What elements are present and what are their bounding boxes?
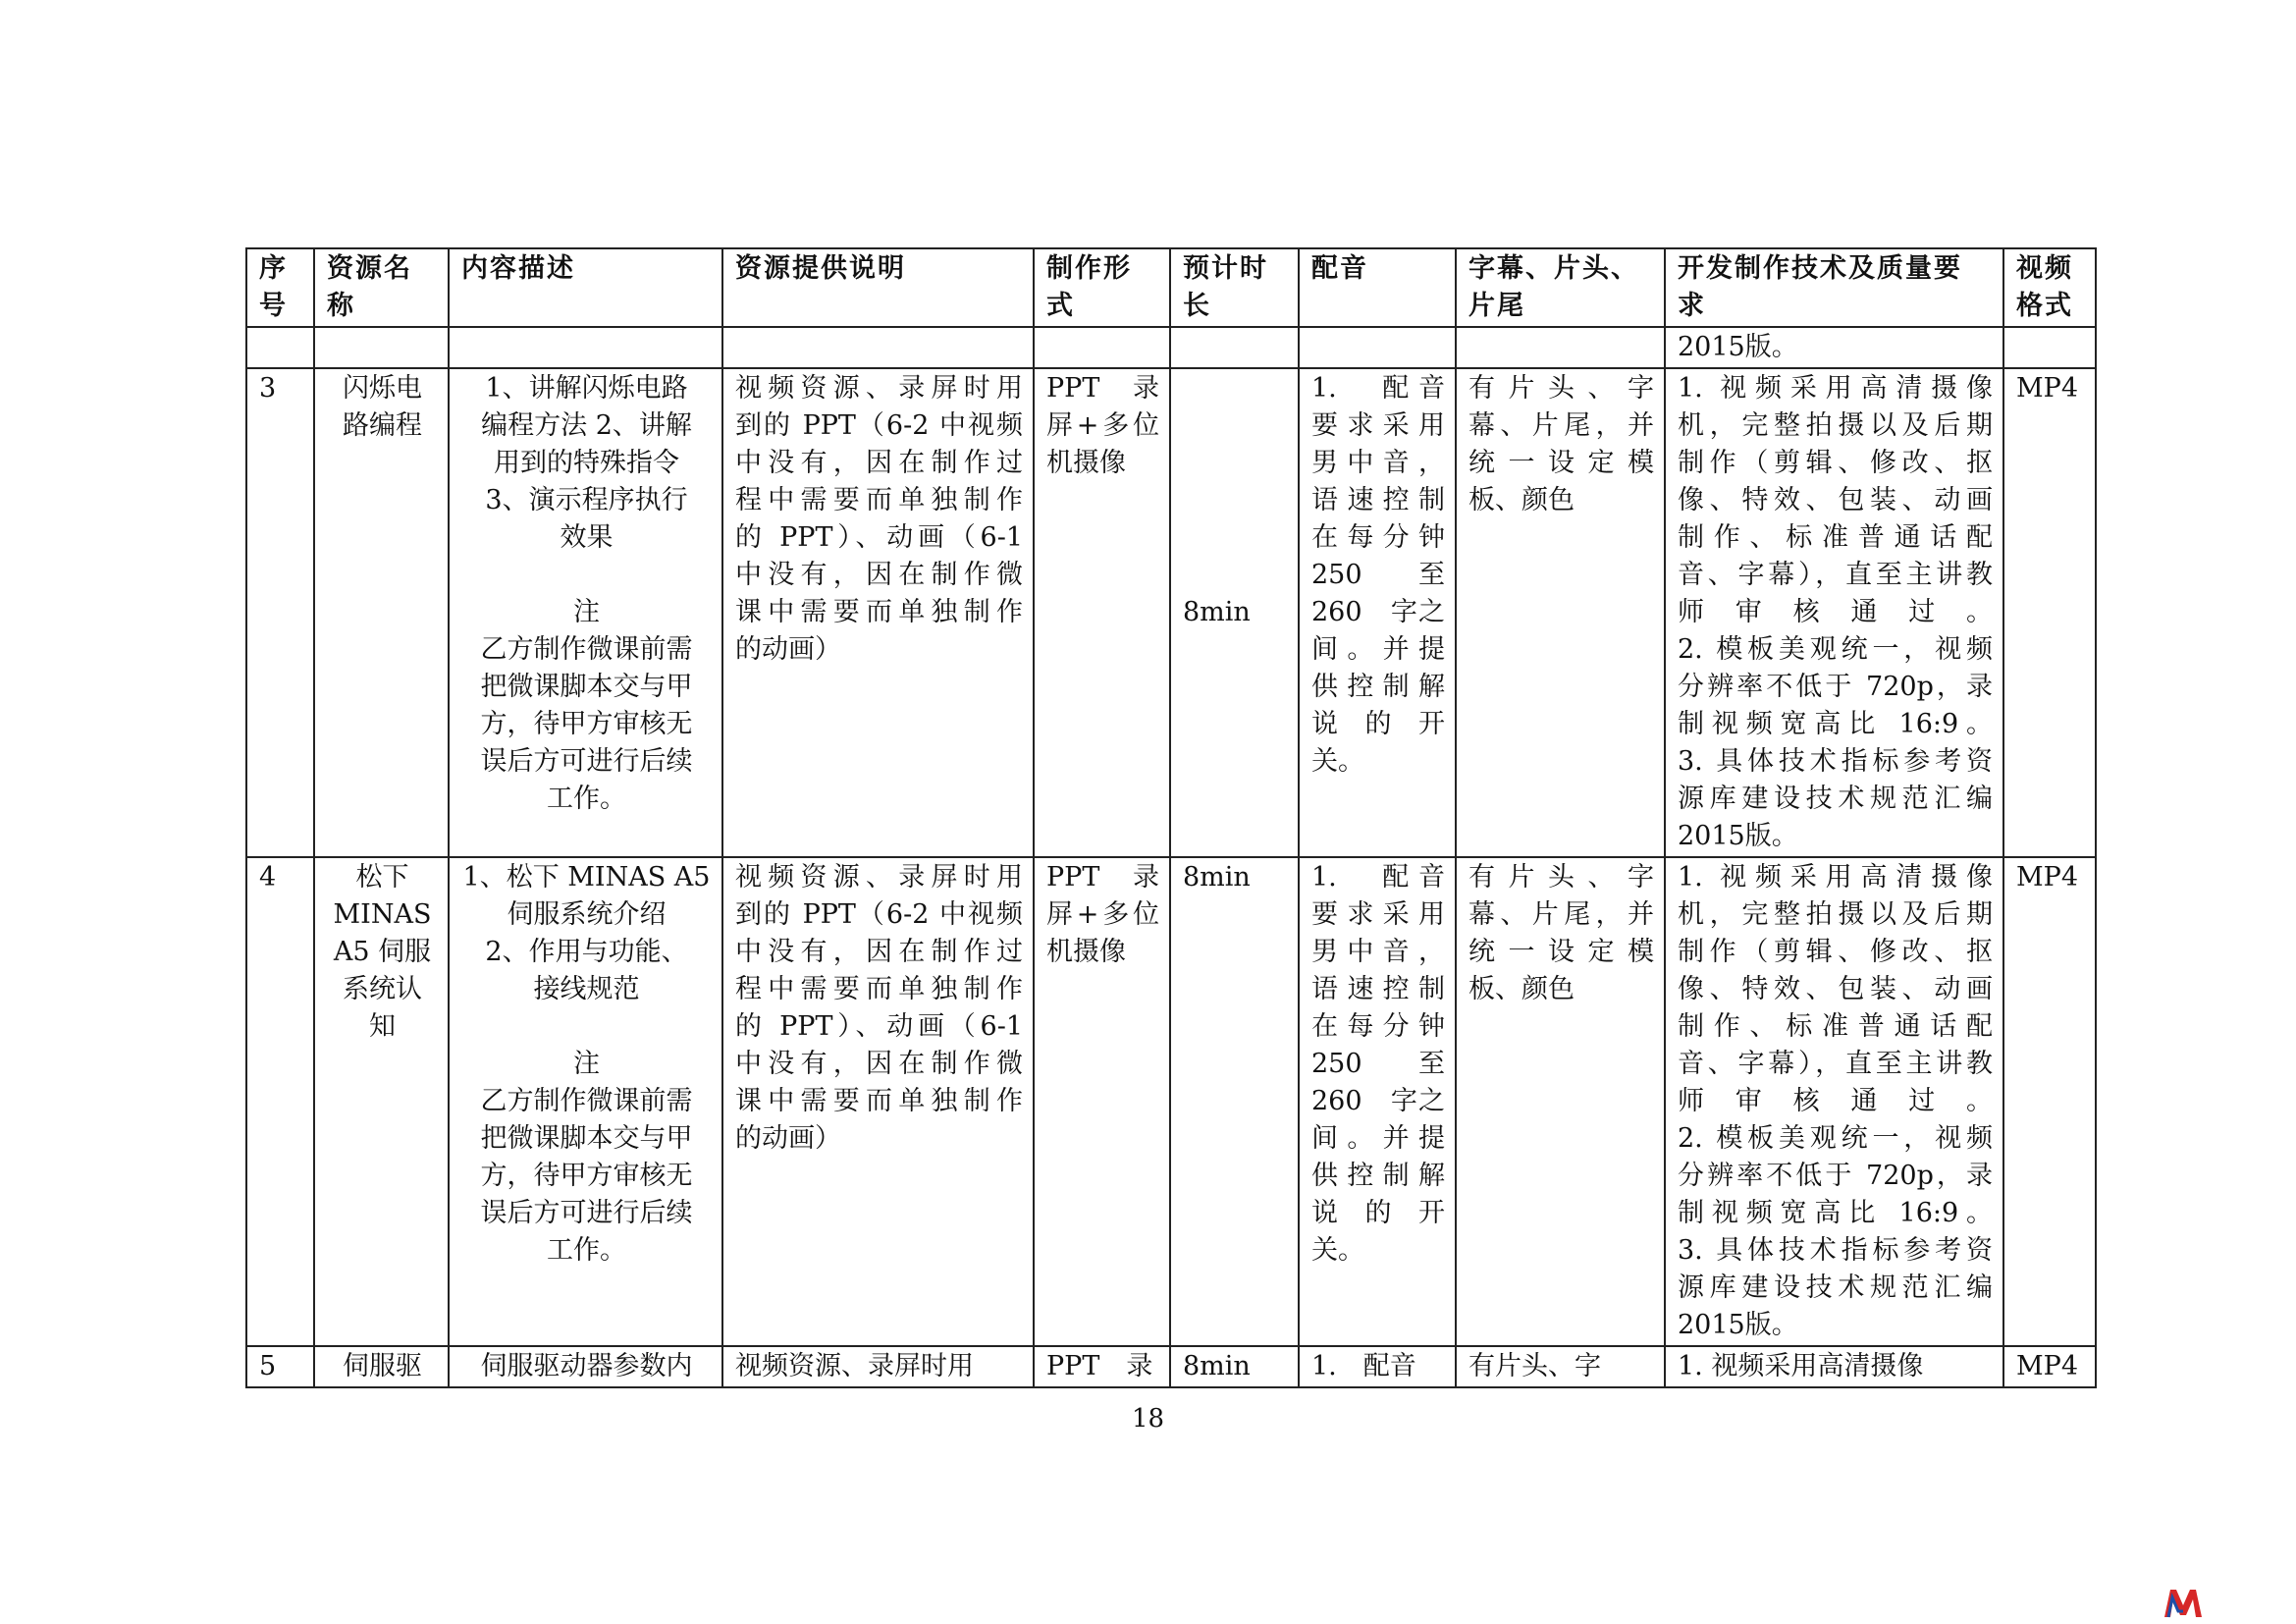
cell-name bbox=[314, 1346, 449, 1387]
cell-content bbox=[449, 857, 722, 1346]
cell-line: 的 PPT）、动画（6-1 bbox=[735, 1011, 1023, 1042]
cell-line: 说 的 开 bbox=[1311, 1198, 1445, 1228]
table-cell bbox=[1299, 327, 1456, 368]
cell-line: 说 的 开 bbox=[1311, 709, 1445, 739]
cell-duration: 8min bbox=[1170, 368, 1299, 857]
cell-line: 1. 视频采用高清摄像 bbox=[1678, 862, 1993, 893]
cell-line: 格式 bbox=[2016, 291, 2073, 321]
cell-line: 制作（剪辑、修改、抠 bbox=[1678, 448, 1993, 478]
cell-line: 关。 bbox=[1311, 1235, 1364, 1266]
cell-resource bbox=[722, 368, 1034, 857]
cell-line: 中没有，因在制作过 bbox=[735, 937, 1023, 967]
cell-line: 音、字幕），直至主讲教 bbox=[1678, 560, 1993, 590]
table-row-continued bbox=[246, 327, 2096, 368]
table-cell: 2015版。 bbox=[1665, 327, 2003, 368]
cell-line: 1. 配音 bbox=[1311, 1351, 1416, 1381]
cell-line: 260 字之 bbox=[1311, 1086, 1445, 1116]
cell-line: 资源提供说明 bbox=[735, 253, 906, 284]
cell-line: 机摄像 bbox=[1046, 937, 1126, 967]
cell-line: 用到的特殊指令 bbox=[494, 448, 679, 478]
cell-line: PPT 录 bbox=[1046, 373, 1159, 404]
cell-line: 到的 PPT（6-2 中视频 bbox=[735, 410, 1023, 441]
cell-requirements bbox=[1665, 1346, 2003, 1387]
cell-name bbox=[314, 857, 449, 1346]
cell-line: 制作形 bbox=[1046, 253, 1132, 284]
table-row bbox=[246, 857, 2096, 1346]
cell-line: 2015版。 bbox=[1678, 821, 1798, 851]
cell-line: 有片头、字 bbox=[1468, 862, 1654, 893]
cell-line: 1. 视频采用高清摄像 bbox=[1678, 1351, 1924, 1381]
cell-form bbox=[1034, 368, 1170, 857]
cell-line: 制视频宽高比 16:9。 bbox=[1678, 709, 1993, 739]
cell-line: 师审核通过。 bbox=[1678, 597, 1993, 627]
cell-line: 求 bbox=[1678, 291, 1706, 321]
cell-line: 方，待甲方审核无 bbox=[480, 709, 693, 739]
cell-line: 在每分钟 bbox=[1311, 522, 1445, 553]
cell-line: 的 PPT）、动画（6-1 bbox=[735, 522, 1023, 553]
cell-line: 3. 具体技术指标参考资 bbox=[1678, 746, 1993, 777]
cell-seq: 4 bbox=[246, 857, 314, 1346]
cell-line: 屏+多位 bbox=[1046, 899, 1159, 930]
cell-format: MP4 bbox=[2003, 1346, 2096, 1387]
table-cell bbox=[2003, 327, 2096, 368]
cell-line: 250 至 bbox=[1311, 560, 1445, 590]
cell-voice bbox=[1299, 368, 1456, 857]
cell-line: 像、特效、包装、动画 bbox=[1678, 485, 1993, 515]
cell-line: 误后方可进行后续 bbox=[480, 1198, 693, 1228]
cell-line: 的动画） bbox=[735, 1123, 841, 1154]
header-format bbox=[2003, 248, 2096, 327]
cell-line: 片尾 bbox=[1468, 291, 1525, 321]
cell-line: 视频 bbox=[2016, 253, 2073, 284]
cell-line: 师审核通过。 bbox=[1678, 1086, 1993, 1116]
cell-line: A5 伺服 bbox=[333, 937, 432, 967]
cell-form bbox=[1034, 1346, 1170, 1387]
cell-line: 男中音， bbox=[1311, 937, 1445, 967]
cell-subtitle bbox=[1456, 1346, 1665, 1387]
header-subtitle bbox=[1456, 248, 1665, 327]
cell-line: 1、松下 MINAS A5 bbox=[462, 862, 711, 893]
cell-line: 路编程 bbox=[343, 410, 422, 441]
cell-duration: 8min bbox=[1170, 1346, 1299, 1387]
cell-line: 制作（剪辑、修改、抠 bbox=[1678, 937, 1993, 967]
cell-line: 注 bbox=[573, 597, 600, 627]
cell-line: 源库建设技术规范汇编 bbox=[1678, 1272, 1993, 1303]
cell-line: 式 bbox=[1046, 291, 1075, 321]
table-cell bbox=[449, 327, 722, 368]
cell-line: 注 bbox=[573, 1049, 600, 1079]
cell-line: 中没有，因在制作微 bbox=[735, 1049, 1023, 1079]
cell-line: 像、特效、包装、动画 bbox=[1678, 974, 1993, 1004]
page-number: 18 bbox=[1131, 1404, 1165, 1434]
cell-line: 制视频宽高比 16:9。 bbox=[1678, 1198, 1993, 1228]
table-row bbox=[246, 368, 2096, 857]
cell-line: PPT 录 bbox=[1046, 1351, 1153, 1381]
table-row bbox=[246, 1346, 2096, 1387]
cell-content bbox=[449, 368, 722, 857]
cell-line: 屏+多位 bbox=[1046, 410, 1159, 441]
cell-line: 称 bbox=[327, 291, 355, 321]
cell-line: 供控制解 bbox=[1311, 672, 1445, 702]
cell-line: 长 bbox=[1183, 291, 1211, 321]
cell-format: MP4 bbox=[2003, 857, 2096, 1346]
cell-line: 视频资源、录屏时用 bbox=[735, 862, 1023, 893]
cell-line: 板、颜色 bbox=[1468, 974, 1575, 1004]
cell-line: 闪烁电 bbox=[343, 373, 422, 404]
cell-line: 预计时 bbox=[1183, 253, 1268, 284]
cell-line: 系统认 bbox=[343, 974, 422, 1004]
cell-line bbox=[461, 557, 712, 594]
cell-line: 音、字幕），直至主讲教 bbox=[1678, 1049, 1993, 1079]
cell-line: 课中需要而单独制作 bbox=[735, 597, 1023, 627]
cell-line: 工作。 bbox=[547, 1235, 626, 1266]
cell-line: 中没有，因在制作微 bbox=[735, 560, 1023, 590]
cell-line: 伺服驱 bbox=[343, 1351, 422, 1381]
cell-line: 1. 视频采用高清摄像 bbox=[1678, 373, 1993, 404]
table-cell bbox=[722, 327, 1034, 368]
cell-line: 效果 bbox=[560, 522, 614, 553]
cell-format: MP4 bbox=[2003, 368, 2096, 857]
cell-form bbox=[1034, 857, 1170, 1346]
cell-line: 把微课脚本交与甲 bbox=[480, 1123, 693, 1154]
header-duration bbox=[1170, 248, 1299, 327]
cell-duration: 8min bbox=[1170, 857, 1299, 1346]
header-voice bbox=[1299, 248, 1456, 327]
cell-content bbox=[449, 1346, 722, 1387]
cell-line: 机摄像 bbox=[1046, 448, 1126, 478]
cell-line: 语速控制 bbox=[1311, 974, 1445, 1004]
cell-line: 伺服驱动器参数内 bbox=[480, 1351, 693, 1381]
resource-table bbox=[245, 247, 2097, 1388]
cell-line: 2. 模板美观统一，视频 bbox=[1678, 1123, 1993, 1154]
cell-seq: 3 bbox=[246, 368, 314, 857]
header-seq bbox=[246, 248, 314, 327]
header-requirements bbox=[1665, 248, 2003, 327]
cell-line: 课中需要而单独制作 bbox=[735, 1086, 1023, 1116]
cell-line: 资源名 bbox=[327, 253, 412, 284]
cell-line: 统一设定模 bbox=[1468, 937, 1654, 967]
cell-line: 幕、片尾，并 bbox=[1468, 410, 1654, 441]
cell-line: 语速控制 bbox=[1311, 485, 1445, 515]
cell-line: 方，待甲方审核无 bbox=[480, 1161, 693, 1191]
header-content bbox=[449, 248, 722, 327]
cell-line: 误后方可进行后续 bbox=[480, 746, 693, 777]
cell-line: 间。并提 bbox=[1311, 634, 1445, 665]
cell-line: 到的 PPT（6-2 中视频 bbox=[735, 899, 1023, 930]
cell-line: 1. 配音 bbox=[1311, 862, 1445, 893]
cell-line: 的动画） bbox=[735, 634, 841, 665]
cell-line: 制作、标准普通话配 bbox=[1678, 1011, 1993, 1042]
cell-line: 把微课脚本交与甲 bbox=[480, 672, 693, 702]
cell-line: 1. 配音 bbox=[1311, 373, 1445, 404]
cell-line: 3. 具体技术指标参考资 bbox=[1678, 1235, 1993, 1266]
cell-line: 间。并提 bbox=[1311, 1123, 1445, 1154]
header-form bbox=[1034, 248, 1170, 327]
cell-line: MINAS bbox=[333, 899, 432, 930]
cell-line: 源库建设技术规范汇编 bbox=[1678, 784, 1993, 814]
cell-voice bbox=[1299, 1346, 1456, 1387]
cell-voice bbox=[1299, 857, 1456, 1346]
cell-seq: 5 bbox=[246, 1346, 314, 1387]
cell-subtitle bbox=[1456, 368, 1665, 857]
cell-line: 字幕、片头、 bbox=[1468, 253, 1639, 284]
cell-line: 乙方制作微课前需 bbox=[480, 634, 693, 665]
table-header-row bbox=[246, 248, 2096, 327]
cell-name bbox=[314, 368, 449, 857]
table-cell bbox=[314, 327, 449, 368]
cell-line: 板、颜色 bbox=[1468, 485, 1575, 515]
table-cell bbox=[1170, 327, 1299, 368]
cell-line: 视频资源、录屏时用 bbox=[735, 373, 1023, 404]
cell-requirements bbox=[1665, 368, 2003, 857]
cell-line: 要求采用 bbox=[1311, 899, 1445, 930]
cell-line: 分辨率不低于 720p，录 bbox=[1678, 672, 1993, 702]
cell-line: 3、演示程序执行 bbox=[485, 485, 688, 515]
cell-line: 统一设定模 bbox=[1468, 448, 1654, 478]
cell-line: 250 至 bbox=[1311, 1049, 1445, 1079]
cell-line: 乙方制作微课前需 bbox=[480, 1086, 693, 1116]
cell-line: 2. 模板美观统一，视频 bbox=[1678, 634, 1993, 665]
cell-line: 工作。 bbox=[547, 784, 626, 814]
cell-line: 分辨率不低于 720p，录 bbox=[1678, 1161, 1993, 1191]
cell-line: 开发制作技术及质量要 bbox=[1678, 253, 1962, 284]
cell-line: 2015版。 bbox=[1678, 1310, 1798, 1340]
table-cell bbox=[246, 327, 314, 368]
cell-subtitle bbox=[1456, 857, 1665, 1346]
header-resource bbox=[722, 248, 1034, 327]
cell-line: 有片头、字 bbox=[1468, 1351, 1601, 1381]
cell-line: 机，完整拍摄以及后期 bbox=[1678, 899, 1993, 930]
brand-logo-icon bbox=[2163, 1586, 2204, 1619]
cell-line: 配音 bbox=[1311, 253, 1368, 284]
cell-line: 要求采用 bbox=[1311, 410, 1445, 441]
cell-line: 关。 bbox=[1311, 746, 1364, 777]
cell-line: PPT 录 bbox=[1046, 862, 1159, 893]
cell-line: 视频资源、录屏时用 bbox=[735, 1351, 974, 1381]
cell-line: 程中需要而单独制作 bbox=[735, 485, 1023, 515]
table-cell bbox=[1034, 327, 1170, 368]
header-name bbox=[314, 248, 449, 327]
cell-line: 编程方法 2、讲解 bbox=[481, 410, 692, 441]
cell-line: 1、讲解闪烁电路 bbox=[485, 373, 688, 404]
cell-line: 机，完整拍摄以及后期 bbox=[1678, 410, 1993, 441]
cell-line: 幕、片尾，并 bbox=[1468, 899, 1654, 930]
cell-line: 制作、标准普通话配 bbox=[1678, 522, 1993, 553]
table-cell bbox=[1456, 327, 1665, 368]
cell-line: 有片头、字 bbox=[1468, 373, 1654, 404]
cell-resource bbox=[722, 1346, 1034, 1387]
cell-line: 序号 bbox=[259, 253, 288, 321]
cell-line: 接线规范 bbox=[533, 974, 640, 1004]
cell-line: 伺服系统介绍 bbox=[507, 899, 667, 930]
cell-line bbox=[461, 1008, 712, 1046]
cell-line: 中没有，因在制作过 bbox=[735, 448, 1023, 478]
cell-line: 2、作用与功能、 bbox=[485, 937, 688, 967]
cell-resource bbox=[722, 857, 1034, 1346]
cell-line: 供控制解 bbox=[1311, 1161, 1445, 1191]
cell-line: 260 字之 bbox=[1311, 597, 1445, 627]
cell-requirements bbox=[1665, 857, 2003, 1346]
cell-line: 程中需要而单独制作 bbox=[735, 974, 1023, 1004]
cell-line: 知 bbox=[369, 1011, 396, 1042]
cell-line: 松下 bbox=[355, 862, 409, 893]
cell-line: 内容描述 bbox=[461, 253, 575, 284]
cell-line: 在每分钟 bbox=[1311, 1011, 1445, 1042]
cell-line: 男中音， bbox=[1311, 448, 1445, 478]
